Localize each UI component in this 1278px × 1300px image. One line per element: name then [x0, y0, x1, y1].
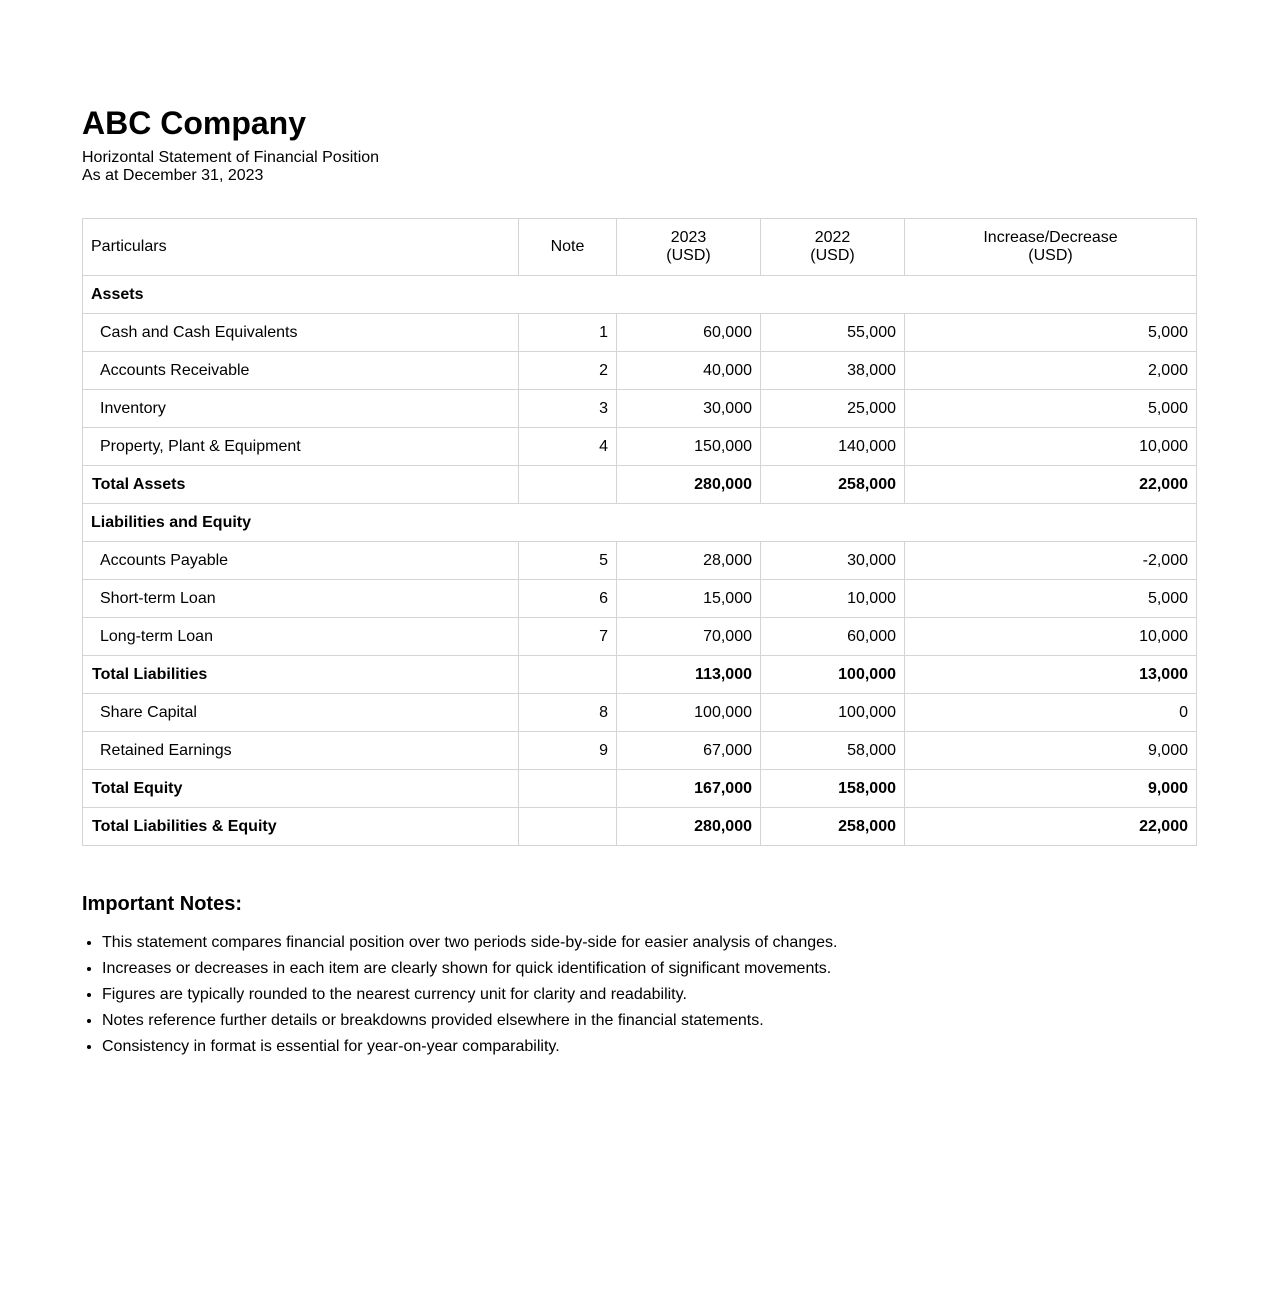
- list-item: • This statement compares financial position over two periods side-by-side for easier analysis of changes.: [102, 930, 837, 956]
- list-item: • Increases or decreases in each item are clearly shown for quick identification of significant movements.: [102, 956, 837, 982]
- total-row-equity: Total Equity 167,000 158,000 9,000: [83, 770, 1197, 808]
- table-row: Short-term Loan 6 15,000 10,000 5,000: [83, 580, 1197, 618]
- section-header-liabilities-equity: Liabilities and Equity: [83, 504, 1197, 542]
- section-header-assets: Assets: [83, 276, 1197, 314]
- statement-date: As at December 31, 2023: [82, 167, 264, 184]
- table-header-row: [83, 219, 1197, 276]
- column-header-change: Increase/Decrease (USD): [905, 219, 1197, 276]
- table-row: Cash and Cash Equivalents 1 60,000 55,000 5,000: [83, 314, 1197, 352]
- column-header-2022: 2022 (USD): [761, 219, 905, 276]
- total-row-liabilities: Total Liabilities 113,000 100,000 13,000: [83, 656, 1197, 694]
- total-row-liabilities-equity: Total Liabilities & Equity 280,000 258,000 22,000: [83, 808, 1197, 846]
- notes-heading: Important Notes:: [82, 893, 242, 915]
- column-header-particulars: Particulars: [83, 219, 519, 276]
- table-row: Retained Earnings 9 67,000 58,000 9,000: [83, 732, 1197, 770]
- table-row: Share Capital 8 100,000 100,000 0: [83, 694, 1197, 732]
- column-header-2023: 2023 (USD): [617, 219, 761, 276]
- company-title: ABC Company: [82, 105, 307, 141]
- section-header-row: [83, 276, 1197, 314]
- table-row: Long-term Loan 7 70,000 60,000 10,000: [83, 618, 1197, 656]
- table-row: Accounts Receivable 2 40,000 38,000 2,000: [83, 352, 1197, 390]
- table-row: Accounts Payable 5 28,000 30,000 -2,000: [83, 542, 1197, 580]
- section-header-row: [83, 504, 1197, 542]
- column-header-note: Note: [519, 219, 617, 276]
- financial-position-table: [82, 218, 1197, 846]
- notes-list: [82, 930, 837, 1060]
- total-row-assets: Total Assets 280,000 258,000 22,000: [83, 466, 1197, 504]
- list-item: • Notes reference further details or breakdowns provided elsewhere in the financial statements.: [102, 1008, 837, 1034]
- table-row: Inventory 3 30,000 25,000 5,000: [83, 390, 1197, 428]
- table-row: Property, Plant & Equipment 4 150,000 140,000 10,000: [83, 428, 1197, 466]
- list-item: • Figures are typically rounded to the nearest currency unit for clarity and readability.: [102, 982, 837, 1008]
- list-item: • Consistency in format is essential for year-on-year comparability.: [102, 1034, 837, 1060]
- statement-title: Horizontal Statement of Financial Position: [82, 149, 380, 166]
